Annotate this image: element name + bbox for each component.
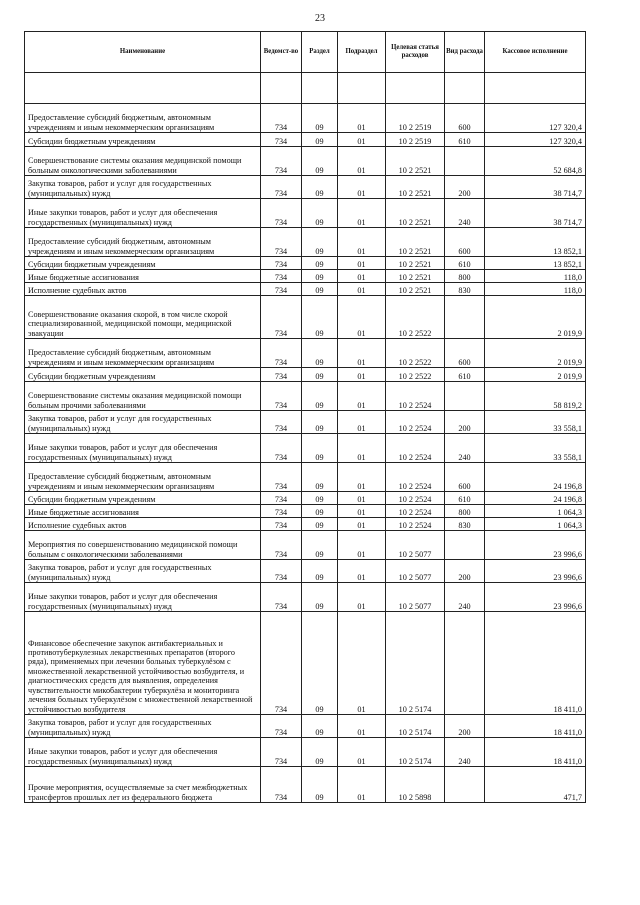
- row-expense-type: 830: [445, 518, 485, 531]
- row-amount: 23 996,6: [485, 560, 586, 583]
- row-podrazdel: 01: [338, 505, 386, 518]
- row-amount: 38 714,7: [485, 199, 586, 228]
- table-row: [25, 257, 586, 270]
- row-vedomstvo: 734: [261, 583, 302, 612]
- row-vedomstvo: 734: [261, 738, 302, 767]
- row-vedomstvo: 734: [261, 133, 302, 147]
- row-name: Финансовое обеспечение закупок антибактериальных и противотуберкулезных лекарственных препаратов (второго ряда), применяемых при лечении больных туберкулёзом с множественной лекарственной устойчивостью возбудителя, и диагностических средств для выявления, определения чувствительности микобактерии туберкулёза и мониторинга лечения больных туберкулёзом с множественной лекарственной устойчивостью возбудителя: [25, 612, 261, 715]
- row-name: Совершенствование оказания скорой, в том числе скорой специализированной, медицинской помощи, медицинской эвакуации: [25, 296, 261, 339]
- row-podrazdel: 01: [338, 133, 386, 147]
- row-name: Закупка товаров, работ и услуг для государственных (муниципальных) нужд: [25, 411, 261, 434]
- row-vedomstvo: 734: [261, 560, 302, 583]
- row-razdel: 09: [302, 368, 338, 382]
- row-vedomstvo: 734: [261, 411, 302, 434]
- row-vedomstvo: 734: [261, 228, 302, 257]
- row-name: Субсидии бюджетным учреждениям: [25, 257, 261, 270]
- row-amount: 58 819,2: [485, 382, 586, 411]
- row-razdel: 09: [302, 147, 338, 176]
- row-razdel: 09: [302, 133, 338, 147]
- row-expense-type: 240: [445, 738, 485, 767]
- table-row: [25, 147, 586, 176]
- row-amount: 127 320,4: [485, 133, 586, 147]
- row-amount: 471,7: [485, 767, 586, 803]
- row-target: 10 2 5174: [386, 612, 445, 715]
- header-expense-type: Вид расхода: [445, 32, 485, 73]
- row-razdel: 09: [302, 228, 338, 257]
- row-razdel: 09: [302, 104, 338, 133]
- table-row: [25, 411, 586, 434]
- row-podrazdel: 01: [338, 382, 386, 411]
- row-name: Исполнение судебных актов: [25, 283, 261, 296]
- header-vedomstvo: Ведомст-во: [261, 32, 302, 73]
- row-name: Прочие мероприятия, осуществляемые за счет межбюджетных трансфертов прошлых лет из федерального бюджета: [25, 767, 261, 803]
- table-row: [25, 339, 586, 368]
- row-target: 10 2 2524: [386, 382, 445, 411]
- table-row: [25, 199, 586, 228]
- row-expense-type: 610: [445, 368, 485, 382]
- row-podrazdel: 01: [338, 270, 386, 283]
- row-vedomstvo: 734: [261, 434, 302, 463]
- row-name: Иные закупки товаров, работ и услуг для обеспечения государственных (муниципальных) нужд: [25, 583, 261, 612]
- row-razdel: 09: [302, 257, 338, 270]
- row-expense-type: 200: [445, 560, 485, 583]
- table-row: [25, 505, 586, 518]
- row-expense-type: 200: [445, 715, 485, 738]
- row-podrazdel: 01: [338, 283, 386, 296]
- row-expense-type: 600: [445, 463, 485, 492]
- row-expense-type: 600: [445, 104, 485, 133]
- row-expense-type: 200: [445, 176, 485, 199]
- row-amount: 33 558,1: [485, 411, 586, 434]
- table-row: [25, 531, 586, 560]
- row-razdel: 09: [302, 531, 338, 560]
- table-row: [25, 368, 586, 382]
- row-name: Предоставление субсидий бюджетным, автономным учреждениям и иным некоммерческим организациям: [25, 339, 261, 368]
- row-razdel: 09: [302, 270, 338, 283]
- row-razdel: 09: [302, 434, 338, 463]
- row-amount: 2 019,9: [485, 296, 586, 339]
- row-expense-type: [445, 382, 485, 411]
- row-expense-type: 200: [445, 411, 485, 434]
- row-razdel: 09: [302, 767, 338, 803]
- row-name: Иные бюджетные ассигнования: [25, 270, 261, 283]
- row-vedomstvo: 734: [261, 463, 302, 492]
- row-expense-type: [445, 767, 485, 803]
- row-name: Иные закупки товаров, работ и услуг для обеспечения государственных (муниципальных) нужд: [25, 738, 261, 767]
- row-target: 10 2 2521: [386, 176, 445, 199]
- row-target: 10 2 2524: [386, 463, 445, 492]
- row-target: 10 2 2524: [386, 518, 445, 531]
- row-amount: 52 684,8: [485, 147, 586, 176]
- row-vedomstvo: 734: [261, 518, 302, 531]
- row-podrazdel: 01: [338, 104, 386, 133]
- row-amount: 38 714,7: [485, 176, 586, 199]
- row-razdel: 09: [302, 296, 338, 339]
- row-target: 10 2 5077: [386, 531, 445, 560]
- row-name: Субсидии бюджетным учреждениям: [25, 368, 261, 382]
- row-target: 10 2 5174: [386, 738, 445, 767]
- table-row: [25, 270, 586, 283]
- row-podrazdel: 01: [338, 518, 386, 531]
- row-vedomstvo: 734: [261, 199, 302, 228]
- row-name: Субсидии бюджетным учреждениям: [25, 133, 261, 147]
- row-name: Совершенствование системы оказания медицинской помощи больным прочими заболеваниями: [25, 382, 261, 411]
- row-razdel: 09: [302, 176, 338, 199]
- row-name: Мероприятия по совершенствованию медицинской помощи больным с онкологическими заболеваниями: [25, 531, 261, 560]
- row-target: 10 2 2521: [386, 270, 445, 283]
- row-razdel: 09: [302, 283, 338, 296]
- row-vedomstvo: 734: [261, 492, 302, 505]
- table-row: [25, 715, 586, 738]
- row-podrazdel: 01: [338, 228, 386, 257]
- row-razdel: 09: [302, 411, 338, 434]
- row-name: Иные бюджетные ассигнования: [25, 505, 261, 518]
- spacer-row: [25, 73, 586, 104]
- row-target: 10 2 2521: [386, 147, 445, 176]
- row-razdel: 09: [302, 463, 338, 492]
- row-amount: 18 411,0: [485, 715, 586, 738]
- row-podrazdel: 01: [338, 257, 386, 270]
- row-target: 10 2 2522: [386, 339, 445, 368]
- table-row: [25, 133, 586, 147]
- row-amount: 127 320,4: [485, 104, 586, 133]
- table-row: [25, 296, 586, 339]
- row-podrazdel: 01: [338, 531, 386, 560]
- row-expense-type: 610: [445, 257, 485, 270]
- row-target: 10 2 2519: [386, 133, 445, 147]
- row-podrazdel: 01: [338, 147, 386, 176]
- row-name: Иные закупки товаров, работ и услуг для обеспечения государственных (муниципальных) нужд: [25, 199, 261, 228]
- table-row: [25, 228, 586, 257]
- row-razdel: 09: [302, 505, 338, 518]
- table-row: [25, 518, 586, 531]
- row-vedomstvo: 734: [261, 612, 302, 715]
- row-expense-type: [445, 296, 485, 339]
- row-expense-type: 600: [445, 339, 485, 368]
- table-row: [25, 283, 586, 296]
- table-row: [25, 767, 586, 803]
- row-target: 10 2 2524: [386, 434, 445, 463]
- row-name: Иные закупки товаров, работ и услуг для обеспечения государственных (муниципальных) нужд: [25, 434, 261, 463]
- row-name: Субсидии бюджетным учреждениям: [25, 492, 261, 505]
- row-target: 10 2 2521: [386, 199, 445, 228]
- row-podrazdel: 01: [338, 199, 386, 228]
- row-expense-type: 800: [445, 505, 485, 518]
- row-name: Закупка товаров, работ и услуг для государственных (муниципальных) нужд: [25, 560, 261, 583]
- row-amount: 23 996,6: [485, 583, 586, 612]
- row-vedomstvo: 734: [261, 339, 302, 368]
- row-razdel: 09: [302, 492, 338, 505]
- row-amount: 1 064,3: [485, 518, 586, 531]
- row-podrazdel: 01: [338, 296, 386, 339]
- row-podrazdel: 01: [338, 715, 386, 738]
- row-podrazdel: 01: [338, 368, 386, 382]
- header-name: Наименование: [25, 32, 261, 73]
- table-row: [25, 434, 586, 463]
- row-vedomstvo: 734: [261, 382, 302, 411]
- row-vedomstvo: 734: [261, 147, 302, 176]
- row-vedomstvo: 734: [261, 296, 302, 339]
- row-target: 10 2 2521: [386, 257, 445, 270]
- row-amount: 33 558,1: [485, 434, 586, 463]
- row-podrazdel: 01: [338, 176, 386, 199]
- row-target: 10 2 2524: [386, 492, 445, 505]
- row-amount: 18 411,0: [485, 738, 586, 767]
- row-razdel: 09: [302, 199, 338, 228]
- row-name: Закупка товаров, работ и услуг для государственных (муниципальных) нужд: [25, 176, 261, 199]
- row-target: 10 2 5174: [386, 715, 445, 738]
- row-razdel: 09: [302, 560, 338, 583]
- row-vedomstvo: 734: [261, 715, 302, 738]
- row-expense-type: 240: [445, 434, 485, 463]
- row-vedomstvo: 734: [261, 505, 302, 518]
- row-amount: 118,0: [485, 283, 586, 296]
- table-row: [25, 463, 586, 492]
- row-target: 10 2 2521: [386, 228, 445, 257]
- row-expense-type: 610: [445, 492, 485, 505]
- row-target: 10 2 2524: [386, 505, 445, 518]
- row-amount: 118,0: [485, 270, 586, 283]
- row-target: 10 2 2524: [386, 411, 445, 434]
- row-razdel: 09: [302, 715, 338, 738]
- row-podrazdel: 01: [338, 767, 386, 803]
- row-name: Совершенствование системы оказания медицинской помощи больным онкологическими заболеваниями: [25, 147, 261, 176]
- row-name: Исполнение судебных актов: [25, 518, 261, 531]
- row-razdel: 09: [302, 583, 338, 612]
- row-expense-type: 240: [445, 583, 485, 612]
- row-vedomstvo: 734: [261, 104, 302, 133]
- row-podrazdel: 01: [338, 339, 386, 368]
- row-vedomstvo: 734: [261, 176, 302, 199]
- row-name: Предоставление субсидий бюджетным, автономным учреждениям и иным некоммерческим организациям: [25, 228, 261, 257]
- budget-execution-table: [24, 31, 586, 803]
- header-podrazdel: Подраздел: [338, 32, 386, 73]
- table-row: [25, 492, 586, 505]
- row-razdel: 09: [302, 382, 338, 411]
- row-expense-type: [445, 147, 485, 176]
- row-target: 10 2 2522: [386, 368, 445, 382]
- table-row: [25, 612, 586, 715]
- row-razdel: 09: [302, 612, 338, 715]
- table-row: [25, 560, 586, 583]
- row-target: 10 2 5077: [386, 583, 445, 612]
- page-number: 23: [315, 13, 325, 24]
- row-vedomstvo: 734: [261, 368, 302, 382]
- row-expense-type: [445, 612, 485, 715]
- header-cash: Кассовое исполнение: [485, 32, 586, 73]
- table-row: [25, 104, 586, 133]
- row-amount: 24 196,8: [485, 463, 586, 492]
- row-amount: 18 411,0: [485, 612, 586, 715]
- row-vedomstvo: 734: [261, 270, 302, 283]
- row-razdel: 09: [302, 738, 338, 767]
- row-expense-type: 830: [445, 283, 485, 296]
- row-razdel: 09: [302, 339, 338, 368]
- row-name: Предоставление субсидий бюджетным, автономным учреждениям и иным некоммерческим организациям: [25, 463, 261, 492]
- row-amount: 1 064,3: [485, 505, 586, 518]
- table-row: [25, 738, 586, 767]
- row-expense-type: 240: [445, 199, 485, 228]
- row-amount: 2 019,9: [485, 339, 586, 368]
- table-row: [25, 583, 586, 612]
- row-podrazdel: 01: [338, 463, 386, 492]
- header-razdel: Раздел: [302, 32, 338, 73]
- row-expense-type: 800: [445, 270, 485, 283]
- table-body: [25, 73, 586, 803]
- row-target: 10 2 5898: [386, 767, 445, 803]
- row-podrazdel: 01: [338, 612, 386, 715]
- row-podrazdel: 01: [338, 560, 386, 583]
- row-vedomstvo: 734: [261, 257, 302, 270]
- row-amount: 23 996,6: [485, 531, 586, 560]
- row-vedomstvo: 734: [261, 283, 302, 296]
- row-name: Закупка товаров, работ и услуг для государственных (муниципальных) нужд: [25, 715, 261, 738]
- row-target: 10 2 2521: [386, 283, 445, 296]
- table-row: [25, 382, 586, 411]
- row-target: 10 2 2519: [386, 104, 445, 133]
- row-podrazdel: 01: [338, 411, 386, 434]
- row-podrazdel: 01: [338, 583, 386, 612]
- row-vedomstvo: 734: [261, 767, 302, 803]
- row-target: 10 2 5077: [386, 560, 445, 583]
- row-amount: 13 852,1: [485, 257, 586, 270]
- row-vedomstvo: 734: [261, 531, 302, 560]
- row-name: Предоставление субсидий бюджетным, автономным учреждениям и иным некоммерческим организациям: [25, 104, 261, 133]
- header-target: Целевая статья расходов: [386, 32, 445, 73]
- row-podrazdel: 01: [338, 492, 386, 505]
- row-podrazdel: 01: [338, 434, 386, 463]
- row-expense-type: [445, 531, 485, 560]
- row-amount: 24 196,8: [485, 492, 586, 505]
- table-header-row: [25, 32, 586, 73]
- row-podrazdel: 01: [338, 738, 386, 767]
- row-amount: 13 852,1: [485, 228, 586, 257]
- table-row: [25, 176, 586, 199]
- row-amount: 2 019,9: [485, 368, 586, 382]
- row-razdel: 09: [302, 518, 338, 531]
- row-expense-type: 600: [445, 228, 485, 257]
- row-target: 10 2 2522: [386, 296, 445, 339]
- row-expense-type: 610: [445, 133, 485, 147]
